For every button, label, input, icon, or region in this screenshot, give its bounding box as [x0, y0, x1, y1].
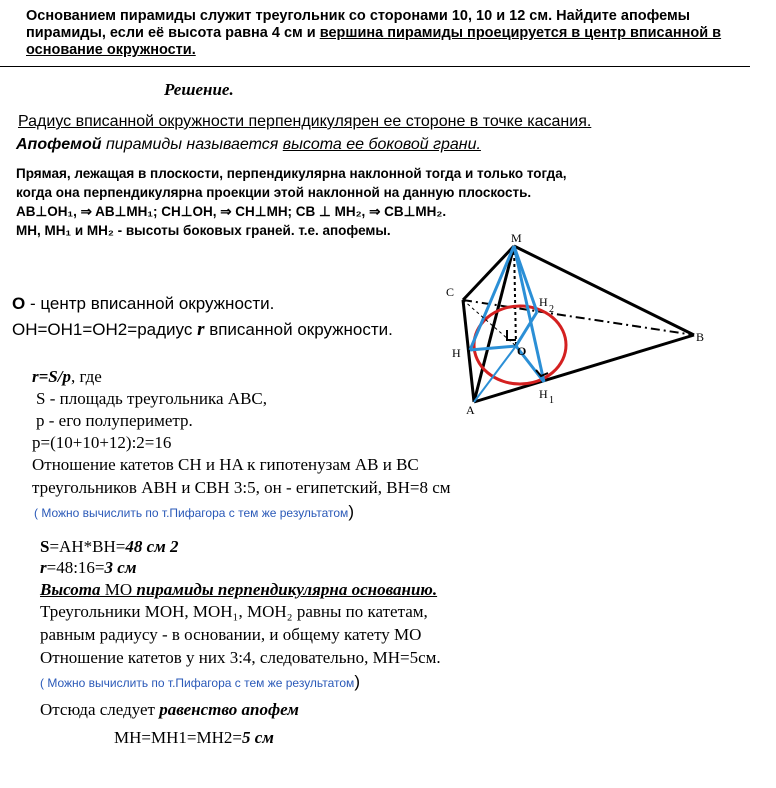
- center-text: - центр вписанной окружности.: [25, 294, 275, 313]
- apothem-tail: высота ее боковой грани.: [282, 136, 481, 153]
- label-h: H: [452, 346, 461, 360]
- height-mo: [514, 246, 516, 346]
- area-eq: =AH*BH=: [49, 537, 126, 556]
- item-ratio: Отношение катетов CH и HA к гипотенузам AB и BC: [32, 455, 419, 474]
- apothem-term: Апофемой: [16, 136, 102, 153]
- item-area: S - площадь треугольника ABC,: [36, 389, 268, 408]
- note1-text: ( Можно вычислить по т.Пифагора с тем же результатом: [34, 506, 349, 520]
- area-value: 48 см 2: [125, 537, 179, 556]
- apothem-mid: пирамиды называется: [101, 136, 283, 153]
- right-angle-o: [507, 330, 516, 340]
- item-p-calc: p=(10+10+12):2=16: [32, 433, 172, 452]
- problem-condition: вершина пирамиды проецируется в центр вписанной в основание окружности.: [26, 25, 722, 58]
- item-semiperimeter: p - его полупериметр.: [36, 411, 193, 430]
- item-egyptian: треугольников ABH и CBH 3:5, он - египетский, BH=8 см: [32, 478, 451, 497]
- radius-symbol: r: [197, 319, 205, 340]
- conclusion-text: Отсюда следует: [40, 700, 160, 719]
- oh-tail: вписанной окружности.: [204, 320, 393, 339]
- formula-bold: r=S/p: [32, 367, 71, 386]
- height-mo: MO: [100, 580, 137, 599]
- area-symbol: S: [40, 537, 50, 556]
- final-eq: MH=MH1=MH2=: [114, 728, 242, 747]
- triangles-line: равным радиусу - в основании, и общему катету MO: [40, 625, 422, 644]
- label-h1-index: 1: [549, 395, 554, 406]
- note1-close: ): [348, 502, 354, 521]
- label-c: C: [446, 285, 455, 299]
- edge-mb: [514, 246, 694, 335]
- solution-heading: Решение.: [164, 80, 234, 99]
- note2-text: ( Можно вычислить по т.Пифагора с тем же результатом: [40, 676, 355, 690]
- final-value: 5 см: [241, 728, 274, 747]
- radius-value: 3 см: [104, 558, 137, 577]
- label-h1: H: [539, 387, 548, 401]
- radius-statement: Радиус вписанной окружности перпендикулярен ее стороне в точке касания.: [18, 113, 592, 130]
- label-a: A: [466, 403, 475, 417]
- label-b: B: [696, 330, 705, 344]
- theorem-line: MH, MH₁ и MH₂ - высоты боковых граней. т.е. апофемы.: [16, 223, 391, 238]
- radius-eq: =48:16=: [46, 558, 105, 577]
- oh-text: OH=OH1=OH2=радиус: [12, 320, 198, 339]
- theorem-line: AB⊥OH₁, ⇒ AB⊥MH₁; CH⊥OH, ⇒ CH⊥MH; CB ⊥ MH₂, ⇒ CB⊥MH₂.: [16, 204, 447, 219]
- center-letter: O: [12, 294, 26, 313]
- note2-close: ): [354, 672, 360, 691]
- theorem-line: Прямая, лежащая в плоскости, перпендикулярна наклонной тогда и только тогда,: [16, 166, 567, 181]
- triangles-line: Отношение катетов у них 3:4, следовательно, MH=5см.: [40, 648, 441, 667]
- conclusion-bold: равенство апофем: [159, 700, 299, 719]
- label-o: O: [517, 344, 527, 358]
- radius-oh: [470, 346, 516, 350]
- formula-rest: , где: [70, 367, 102, 386]
- theorem-line: когда она перпендикулярна проекции этой наклонной на данную плоскость.: [16, 185, 532, 200]
- label-h2-index: 2: [549, 304, 554, 315]
- label-m: M: [511, 231, 522, 245]
- height-word: Высота: [40, 580, 101, 599]
- triangles-line: Треугольники MOH, MOH₁, MOH₂ равны по катетам,: [40, 602, 428, 621]
- problem-text: Основанием пирамиды служит треугольник со сторонами 10, 10 и 12 см. Найдите апофемы пирамиды, если её высота равна 4 см и: [26, 8, 691, 41]
- label-h2: H: [539, 295, 548, 309]
- radius-symbol-2: r: [40, 558, 47, 577]
- height-tail: пирамиды перпендикулярна основанию.: [136, 580, 438, 599]
- edge-ab: [474, 335, 694, 402]
